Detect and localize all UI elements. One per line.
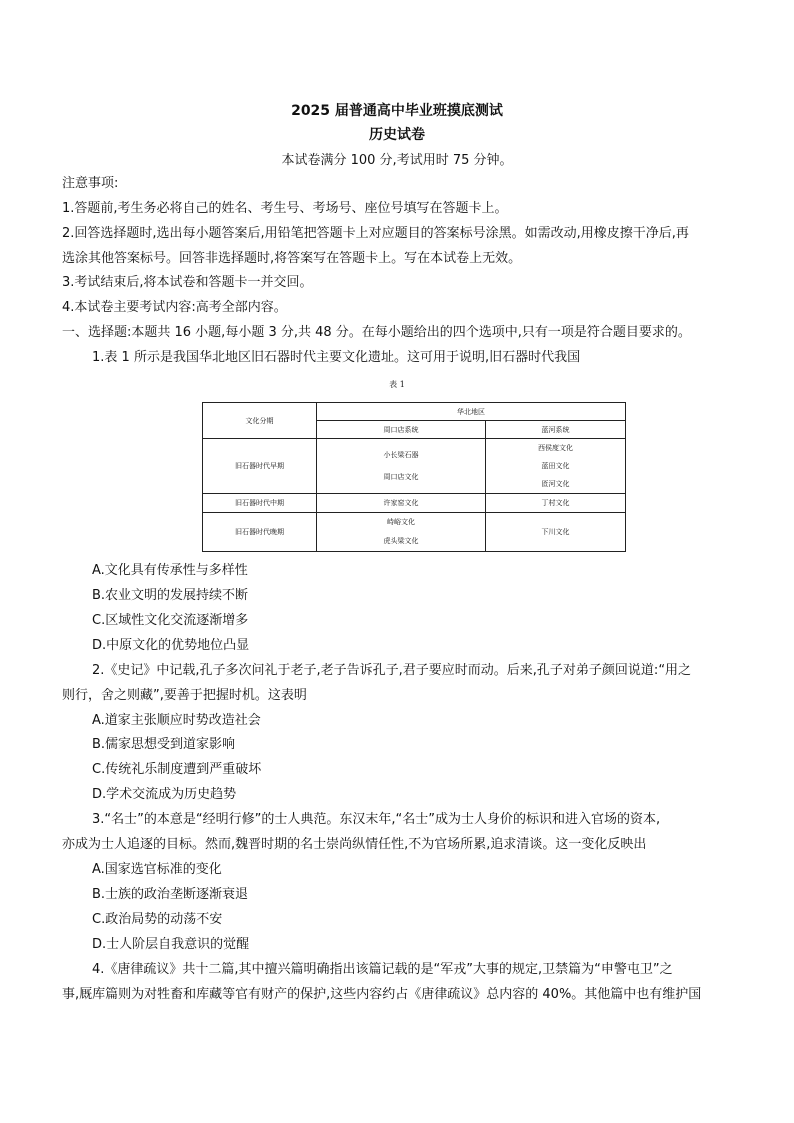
- q3-option-c: C.政治局势的动荡不安: [92, 912, 223, 927]
- q1-option-c: C.区域性文化交流逐渐增多: [92, 613, 249, 628]
- instruction-item: 3.考试结束后,将本试卷和答题卡一并交回。: [62, 275, 313, 290]
- culture-name: 小长梁石器: [383, 451, 419, 459]
- system-header: 周口店系统: [317, 421, 486, 439]
- period-cell: 旧石器时代中期: [203, 494, 317, 513]
- instruction-item: 2.回答选择题时,选出每小题答案后,用铅笔把答题卡上对应题目的答案标号涂黑。如需改动,用橡皮擦干净后,再: [62, 226, 689, 241]
- culture-name: 西侯度文化: [538, 444, 573, 452]
- culture-name: 蓝田文化: [541, 462, 570, 470]
- period-cell: 旧石器时代晚期: [203, 513, 317, 552]
- q4-stem-line2: 事,厩库篇则为对牲畜和库藏等官有财产的保护,这些内容约占《唐律疏议》总内容的 40%。其他篇中也有维护国: [62, 987, 702, 1002]
- q3-stem-line1: 3.“名士”的本意是“经明行修”的士人典范。东汉末年,“名士”成为士人身价的标识和进入官场的资本,: [92, 812, 661, 827]
- culture-cell: [317, 439, 486, 494]
- culture-table: [202, 402, 626, 552]
- q2-option-b: B.儒家思想受到道家影响: [92, 737, 236, 752]
- col-header: 文化分期: [203, 403, 317, 439]
- section-heading: 一、选择题:本题共 16 小题,每小题 3 分,共 48 分。在每小题给出的四个选项中,只有一项是符合题目要求的。: [62, 325, 691, 340]
- q2-stem-line1: 2.《史记》中记载,孔子多次问礼于老子,老子告诉孔子,君子要应时而动。后来,孔子对弟子颜回说道:“用之: [92, 663, 692, 678]
- q4-stem-line1: 4.《唐律疏议》共十二篇,其中擅兴篇明确指出该篇记载的是“军戎”大事的规定,卫禁篇为“申警屯卫”之: [92, 962, 673, 977]
- table-caption: 表 1: [389, 380, 405, 389]
- exam-note: 本试卷满分 100 分,考试用时 75 分钟。: [281, 153, 513, 168]
- exam-title: 2025 届普通高中毕业班摸底测试: [291, 103, 503, 119]
- instructions-heading: 注意事项:: [62, 176, 119, 191]
- q2-option-d: D.学术交流成为历史趋势: [92, 787, 237, 802]
- exam-subject: 历史试卷: [369, 127, 425, 143]
- region-header: 华北地区: [317, 403, 626, 421]
- culture-cell: 下川文化: [486, 513, 626, 552]
- q1-option-d: D.中原文化的优势地位凸显: [92, 638, 250, 653]
- culture-cell: 许家窑文化: [317, 494, 486, 513]
- instruction-item: 1.答题前,考生务必将自己的姓名、考生号、考场号、座位号填写在答题卡上。: [62, 201, 508, 216]
- q3-option-a: A.国家选官标准的变化: [92, 862, 222, 877]
- q1-option-a: A.文化具有传承性与多样性: [92, 563, 248, 578]
- instruction-item: 4.本试卷主要考试内容:高考全部内容。: [62, 300, 287, 315]
- culture-cell: 丁村文化: [486, 494, 626, 513]
- culture-cell: [486, 439, 626, 494]
- q3-option-b: B.士族的政治垄断逐渐衰退: [92, 887, 249, 902]
- instruction-item: 选涂其他答案标号。回答非选择题时,将答案写在答题卡上。写在本试卷上无效。: [62, 251, 522, 266]
- culture-name: 匼河文化: [541, 480, 570, 488]
- q3-option-d: D.士人阶层自我意识的觉醒: [92, 937, 250, 952]
- q1-option-b: B.农业文明的发展持续不断: [92, 588, 249, 603]
- q2-option-c: C.传统礼乐制度遭到严重破坏: [92, 762, 262, 777]
- culture-name: 周口店文化: [383, 473, 419, 481]
- culture-name: 峙峪文化: [387, 518, 415, 526]
- q2-option-a: A.道家主张顺应时势改造社会: [92, 713, 261, 728]
- q1-stem: 1.表 1 所示是我国华北地区旧石器时代主要文化遗址。这可用于说明,旧石器时代我国: [92, 350, 581, 365]
- q2-stem-line2: 则行，舍之则藏”,要善于把握时机。这表明: [62, 688, 307, 703]
- culture-cell: [317, 513, 486, 552]
- period-cell: 旧石器时代早期: [203, 439, 317, 494]
- q3-stem-line2: 亦成为士人追逐的目标。然而,魏晋时期的名士崇尚纵情任性,不为官场所累,追求清谈。这一变化反映出: [62, 837, 647, 852]
- culture-name: 虎头梁文化: [383, 537, 419, 545]
- system-header: 蓝河系统: [486, 421, 626, 439]
